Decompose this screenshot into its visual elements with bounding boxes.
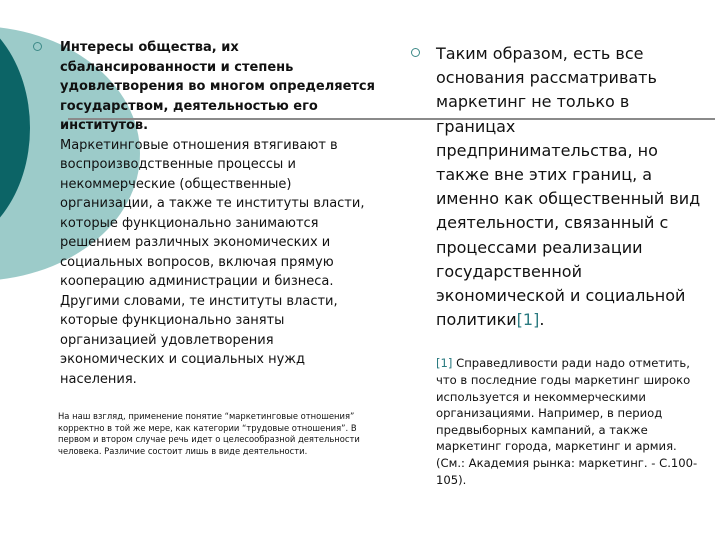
bullet-ring-icon bbox=[411, 48, 420, 57]
footnote-mark[interactable]: [1] bbox=[436, 356, 453, 371]
footnote-text: Справедливости ради надо отметить, что в последние годы маркетинг широко используется и некоммерческими организациями. Например, в период предвыборных кампаний, а также маркетинг города, маркетинг и армия. (См.: Академия рынка: маркетинг. - С.100-105). bbox=[436, 356, 698, 487]
bullet-ring-icon bbox=[33, 42, 42, 51]
right-column bbox=[436, 42, 704, 488]
conclusion-paragraph bbox=[436, 42, 704, 332]
left-column bbox=[60, 38, 380, 457]
body-paragraph: Маркетинговые отношения втягивают в воспроизводственные процессы и некоммерческие (общественные) организации, а также те институты власти, которые функционально занимаются решением различных экономических и социальных вопросов, включая прямую кооперацию администрации и бизнеса. Другими словами, те институты власти, которые функционально заняты организацией удовлетворения экономических и социальных нужд населения. bbox=[60, 137, 365, 387]
lead-paragraph: Интересы общества, их сбалансированности и степень удовлетворения во многом определяется государством, деятельностью его институтов. bbox=[60, 40, 375, 133]
footnote bbox=[436, 355, 704, 488]
note-paragraph: На наш взгляд, применение понятие “маркетинговые отношения” корректно в той же мере, как категории “трудовые отношения”. В первом и втором случае речь идет о целесообразной деятельности человека. Различие состоит лишь в виде деятельности. bbox=[58, 411, 360, 456]
conclusion-end: . bbox=[539, 310, 545, 330]
conclusion-text: Таким образом, есть все основания рассматривать маркетинг не только в границах предпринимательства, но также вне этих границ, а именно как общественный вид деятельности, связанный с процессами реализации государственной экономической и социальной политики bbox=[436, 44, 701, 330]
footnote-reference-link[interactable]: [1] bbox=[516, 310, 540, 330]
